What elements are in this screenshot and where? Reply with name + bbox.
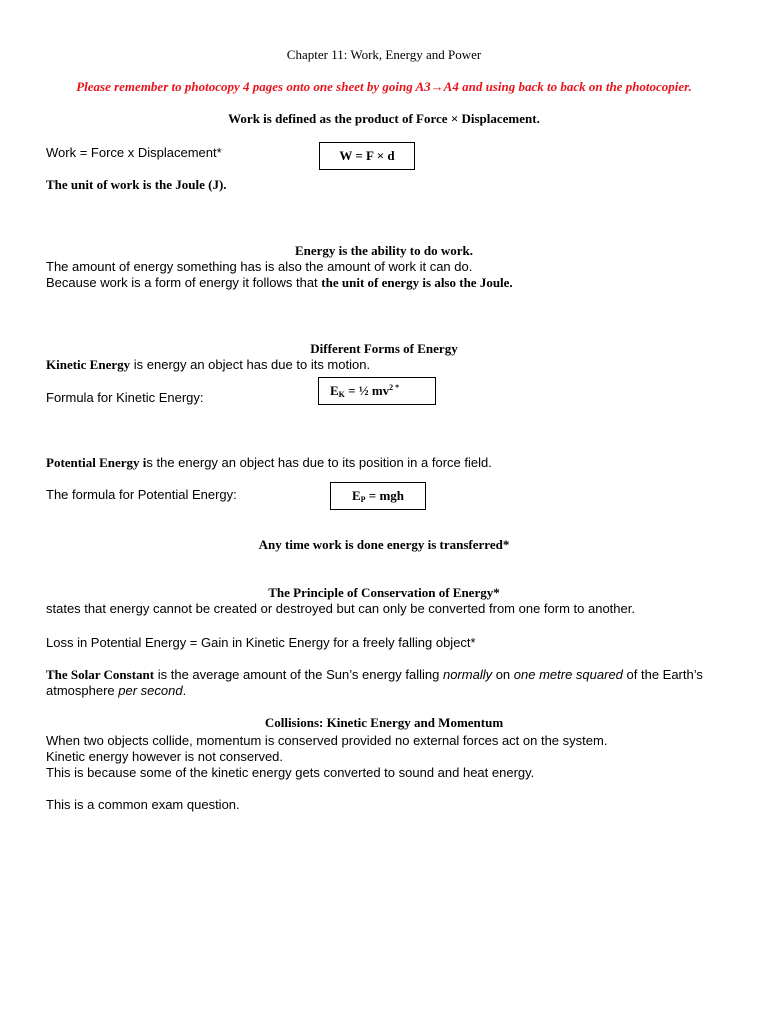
energy-line-2 [46,275,513,291]
kinetic-formula: $E_K$ = ½ $mv^2$ * [330,383,400,399]
energy-heading: Energy is the ability to do work. [294,243,474,258]
work-formula-text: Work = Force x Displacement* [46,145,222,160]
falling-object-statement: Loss in Potential Energy = Gain in Kinetic Energy for a freely falling object* [46,635,476,650]
kinetic-energy-text: is energy an object has due to its motion. [130,357,371,372]
work-unit: The unit of work is the Joule (J). [46,177,227,192]
collisions-line-2: Kinetic energy however is not conserved. [46,749,284,764]
forms-heading: Different Forms of Energy [310,341,458,356]
solar-constant-line-1: The Solar Constant is the average amount of the Sun’s energy falling normally on one metre squared of the Earth’s [46,667,703,682]
energy-unit: the unit of energy is also the Joule. [321,275,513,290]
potential-formula: $E_P$ = mgh [351,488,405,504]
photocopy-note: Please remember to photocopy 4 pages onto one sheet by going A3→A4 and using back to back on the photocopier. [76,79,692,94]
exam-note: This is a common exam question. [46,797,240,812]
potential-energy-term: Potential Energy i [46,455,147,470]
kinetic-energy-term: Kinetic Energy [46,357,131,372]
work-formula-box [319,142,415,170]
collisions-heading: Collisions: Kinetic Energy and Momentum [264,715,504,730]
energy-transfer-statement: Any time work is done energy is transferred* [258,537,510,552]
energy-line-2-text: Because work is a form of energy it follows that [46,275,322,290]
work-definition: Work is defined as the product of Force × Displacement. [228,111,540,126]
page-title: Chapter 11: Work, Energy and Power [286,47,482,62]
potential-formula-label: The formula for Potential Energy: [46,487,237,502]
collisions-line-3: This is because some of the kinetic energy gets converted to sound and heat energy. [46,765,535,780]
solar-constant-term: The Solar Constant [46,667,155,682]
energy-line-1: The amount of energy something has is also the amount of work it can do. [46,259,473,274]
potential-energy-definition [46,455,492,471]
kinetic-formula-label: Formula for Kinetic Energy: [46,390,204,405]
potential-energy-text: s the energy an object has due to its position in a force field. [146,455,492,470]
collisions-line-1: When two objects collide, momentum is conserved provided no external forces act on the system. [46,733,608,748]
kinetic-energy-definition [46,357,370,373]
conservation-heading: The Principle of Conservation of Energy* [268,585,500,600]
solar-constant-line-2: atmosphere per second. [46,683,187,698]
potential-formula-box [330,482,426,510]
work-formula: W = F × d [339,148,395,163]
conservation-text: states that energy cannot be created or destroyed but can only be converted from one form to another. [46,601,635,616]
kinetic-formula-box [318,377,436,405]
